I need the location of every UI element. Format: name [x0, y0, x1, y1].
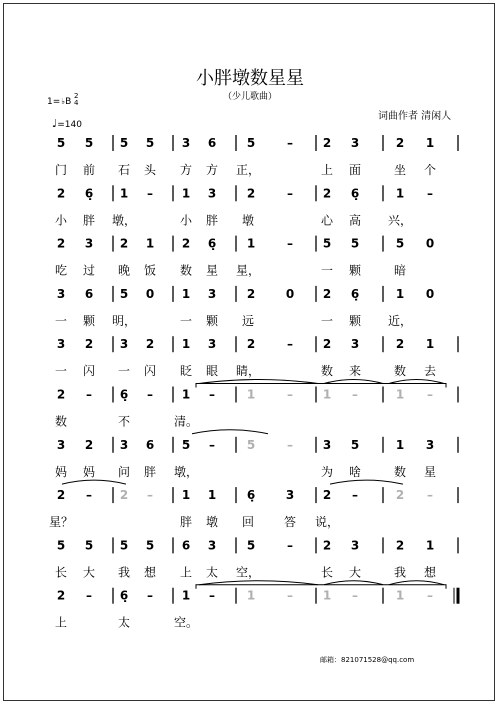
lyric-char: 不 [117, 414, 131, 429]
composer-credits: 词曲作者 清闲人 [378, 111, 452, 122]
jianpu-note: – [287, 588, 293, 603]
jianpu-note: 3 [119, 437, 129, 452]
lyric-char: 空。 [173, 615, 199, 630]
time-signature-bottom: 4 [74, 99, 79, 107]
tie-arc [62, 480, 126, 484]
jianpu-note: 2 [56, 588, 66, 603]
jianpu-note: 6̣ [350, 286, 360, 301]
lyric-char: 正， [235, 163, 261, 177]
lyric-char: 墩 [205, 515, 219, 530]
jianpu-note: 3 [350, 337, 360, 352]
jianpu-note: 6̣ [119, 387, 129, 402]
lyric-char: 答 [283, 515, 297, 530]
jianpu-note: 1 [322, 387, 332, 402]
jianpu-note: 2 [145, 337, 155, 352]
tie-arc [324, 380, 383, 384]
jianpu-note: 2 [246, 286, 256, 301]
lyric-char: 胖 [82, 213, 96, 228]
lyric-char: 一 [54, 364, 68, 379]
jianpu-note: 3 [119, 337, 129, 352]
jianpu-note: 5 [246, 437, 256, 452]
lyric-char: 数 [54, 414, 68, 429]
lyric-char: 大 [348, 565, 362, 580]
lyric-char: 妈 [82, 464, 96, 479]
lyric-char: 星？ [48, 515, 74, 530]
jianpu-note: 2 [84, 437, 94, 452]
jianpu-note: 6 [84, 286, 94, 301]
lyric-char: 颗 [348, 313, 362, 328]
lyric-char: 面 [348, 163, 362, 177]
jianpu-note: 5 [119, 286, 129, 301]
jianpu-note: 5 [181, 437, 191, 452]
lyric-char: 太 [205, 565, 219, 580]
jianpu-note: 2 [322, 136, 332, 150]
jianpu-note: – [147, 488, 153, 503]
lyric-char: 去 [423, 364, 437, 379]
jianpu-note: 0 [425, 286, 435, 301]
lyric-char: 方 [205, 163, 219, 177]
jianpu-note: 1 [395, 437, 405, 452]
jianpu-note: 1 [246, 387, 256, 402]
tie-arc [199, 581, 318, 585]
jianpu-note: – [287, 236, 293, 251]
lyric-char: 闪 [143, 364, 157, 379]
jianpu-note: 3 [56, 286, 66, 301]
lyric-char: 上 [320, 163, 334, 177]
jianpu-note: 5 [84, 538, 94, 553]
jianpu-note: 3 [350, 136, 360, 150]
jianpu-note: 5 [119, 538, 129, 553]
song-subtitle: （少儿歌曲） [222, 92, 277, 102]
jianpu-note: 1 [425, 136, 435, 150]
tie-arc [330, 480, 403, 484]
lyric-char: 星 [423, 464, 437, 479]
jianpu-note: 1 [322, 588, 332, 603]
lyric-char: 暗 [393, 263, 407, 278]
tie-arc [199, 380, 318, 384]
jianpu-note: 1 [395, 186, 405, 201]
lyric-char: 晚 [117, 263, 131, 278]
jianpu-note: 0 [285, 286, 295, 301]
lyric-char: 太 [117, 615, 131, 630]
jianpu-note: 2 [395, 136, 405, 150]
jianpu-note: 5 [350, 236, 360, 251]
lyric-char: 颗 [82, 313, 96, 328]
lyric-char: 墩 [241, 213, 255, 228]
jianpu-note: 1 [181, 588, 191, 603]
jianpu-note: 0 [145, 286, 155, 301]
jianpu-note: 2 [395, 337, 405, 352]
jianpu-note: 5 [350, 437, 360, 452]
jianpu-note: 1 [246, 236, 256, 251]
jianpu-note: 2 [56, 186, 66, 201]
lyric-char: 睛， [235, 364, 261, 379]
lyric-char: 数 [320, 364, 334, 379]
lyric-char: 墩， [173, 464, 199, 479]
lyric-char: 明， [111, 313, 137, 328]
lyric-char: 大 [82, 565, 96, 580]
tie-bracket [196, 585, 446, 589]
jianpu-note: 1 [395, 286, 405, 301]
jianpu-note: – [352, 488, 358, 503]
jianpu-note: 2 [56, 488, 66, 503]
lyric-char: 过 [82, 263, 96, 278]
lyric-char: 星， [235, 263, 261, 278]
jianpu-note: 2 [56, 236, 66, 251]
jianpu-note: – [427, 387, 433, 402]
jianpu-note: 2 [322, 488, 332, 503]
jianpu-note: 5 [56, 136, 66, 150]
jianpu-note: 2 [395, 488, 405, 503]
lyric-char: 颗 [205, 313, 219, 328]
tie-arc [192, 430, 268, 434]
jianpu-note: 6̣ [350, 186, 360, 201]
jianpu-note: 6 [207, 136, 217, 150]
jianpu-note: – [287, 136, 293, 150]
jianpu-note: 1 [181, 337, 191, 352]
jianpu-note: 5 [246, 136, 256, 150]
lyric-char: 清。 [173, 414, 199, 429]
lyric-char: 头 [143, 163, 157, 177]
lyric-char: 一 [320, 263, 334, 278]
jianpu-note: 2 [246, 337, 256, 352]
lyric-char: 想 [143, 565, 157, 580]
lyric-char: 妈 [54, 464, 68, 479]
jianpu-note: 2 [56, 387, 66, 402]
jianpu-note: – [287, 538, 293, 553]
tempo-value: =140 [57, 120, 82, 130]
lyric-char: 方 [179, 163, 193, 177]
lyric-char: 坐 [393, 163, 407, 177]
jianpu-note: 3 [350, 538, 360, 553]
jianpu-note: – [86, 387, 92, 402]
jianpu-note: 5 [145, 136, 155, 150]
jianpu-note: 1 [119, 186, 129, 201]
jianpu-note: 2 [395, 538, 405, 553]
lyric-char: 空， [235, 565, 261, 580]
lyric-char: 一 [179, 313, 193, 328]
lyric-char: 闪 [82, 364, 96, 379]
lyric-char: 星 [205, 263, 219, 278]
jianpu-note: – [287, 186, 293, 201]
jianpu-note: 3 [322, 437, 332, 452]
lyric-char: 胖 [205, 213, 219, 228]
jianpu-note: 5 [119, 136, 129, 150]
jianpu-note: 1 [425, 337, 435, 352]
lyric-char: 颗 [348, 263, 362, 278]
jianpu-note: – [352, 588, 358, 603]
song-title: 小胖墩数星星 [196, 68, 304, 89]
jianpu-note: 1 [246, 588, 256, 603]
jianpu-note: – [427, 488, 433, 503]
lyric-char: 门 [54, 163, 68, 177]
jianpu-note: 6 [181, 538, 191, 553]
jianpu-note: 6̣ [84, 186, 94, 201]
jianpu-note: – [86, 488, 92, 503]
lyric-char: 吃 [54, 263, 68, 278]
lyric-char: 高 [348, 213, 362, 228]
lyric-char: 数 [393, 464, 407, 479]
lyric-char: 一 [117, 364, 131, 379]
tie-bracket [196, 384, 446, 388]
jianpu-note: – [427, 186, 433, 201]
lyric-char: 一 [320, 313, 334, 328]
jianpu-note: 1 [395, 588, 405, 603]
lyric-char: 心 [320, 213, 334, 228]
jianpu-note: 6̣ [246, 488, 256, 503]
jianpu-note: – [147, 186, 153, 201]
jianpu-note: 5 [145, 538, 155, 553]
lyric-char: 远 [241, 313, 255, 328]
lyric-char: 石 [117, 163, 131, 177]
jianpu-note: 2 [84, 337, 94, 352]
jianpu-note: 5 [56, 538, 66, 553]
lyric-char: 说， [314, 515, 340, 530]
jianpu-note: – [147, 588, 153, 603]
jianpu-note: 2 [322, 186, 332, 201]
jianpu-note: 2 [322, 286, 332, 301]
jianpu-note: 1 [395, 387, 405, 402]
jianpu-note: 2 [119, 236, 129, 251]
jianpu-note: 1 [145, 236, 155, 251]
lyric-char: 为 [320, 464, 334, 479]
jianpu-note: 1 [425, 538, 435, 553]
lyric-char: 数 [179, 263, 193, 278]
tie-arc [389, 380, 444, 384]
jianpu-note: 3 [425, 437, 435, 452]
lyric-char: 上 [54, 615, 68, 630]
jianpu-note: – [427, 588, 433, 603]
jianpu-note: – [209, 588, 215, 603]
jianpu-note: 6̣ [119, 588, 129, 603]
jianpu-note: 3 [285, 488, 295, 503]
lyric-char: 上 [179, 565, 193, 580]
jianpu-note: 3 [207, 186, 217, 201]
lyric-char: 一 [54, 313, 68, 328]
jianpu-note: 5 [84, 136, 94, 150]
lyric-char: 眨 [179, 364, 193, 379]
key-note: B [65, 97, 72, 107]
lyric-char: 想 [423, 565, 437, 580]
tie-arc [389, 581, 444, 585]
lyric-char: 长 [54, 565, 68, 580]
lyric-char: 我 [393, 565, 407, 580]
jianpu-note: 2 [246, 186, 256, 201]
jianpu-note: 5 [322, 236, 332, 251]
lyric-char: 前 [82, 163, 96, 177]
jianpu-note: – [287, 437, 293, 452]
jianpu-note: 3 [56, 437, 66, 452]
lyric-char: 小 [179, 213, 193, 228]
time-signature-top: 2 [74, 92, 79, 100]
lyric-char: 近， [387, 313, 413, 328]
lyric-char: 小 [54, 213, 68, 228]
lyric-char: 问 [117, 464, 131, 479]
jianpu-note: 2 [181, 236, 191, 251]
lyric-char: 啥 [348, 464, 362, 479]
jianpu-note: 1 [181, 387, 191, 402]
lyric-char: 我 [117, 565, 131, 580]
jianpu-note: 3 [207, 538, 217, 553]
jianpu-note: – [287, 387, 293, 402]
lyric-char: 回 [241, 515, 255, 530]
jianpu-note: 2 [322, 538, 332, 553]
lyric-char: 眼 [205, 364, 219, 379]
jianpu-note: – [352, 387, 358, 402]
lyric-char: 墩， [111, 213, 137, 228]
jianpu-note: 3 [56, 337, 66, 352]
jianpu-note: 1 [181, 488, 191, 503]
lyric-char: 饭 [143, 263, 157, 278]
jianpu-note: 6 [145, 437, 155, 452]
jianpu-note: 3 [207, 286, 217, 301]
jianpu-note: 3 [181, 136, 191, 150]
key-prefix: 1= [47, 97, 61, 107]
lyric-char: 来 [348, 364, 362, 379]
jianpu-note: 2 [119, 488, 129, 503]
jianpu-note: – [147, 387, 153, 402]
lyric-char: 长 [320, 565, 334, 580]
jianpu-note: 1 [181, 186, 191, 201]
contact-email: 邮箱：821071528@qq.com [320, 656, 415, 664]
jianpu-note: – [86, 588, 92, 603]
jianpu-note: 0 [425, 236, 435, 251]
lyric-char: 胖 [179, 515, 193, 530]
jianpu-note: 1 [181, 286, 191, 301]
jianpu-note: – [209, 437, 215, 452]
lyric-char: 兴， [387, 213, 413, 228]
jianpu-note: – [287, 337, 293, 352]
lyric-char: 胖 [143, 464, 157, 479]
jianpu-note: 6̣ [207, 236, 217, 251]
jianpu-note: – [209, 387, 215, 402]
quarter-note-icon: ♩ [52, 117, 58, 130]
flat-sign: ♭ [61, 97, 66, 106]
lyric-char: 个 [423, 163, 437, 177]
jianpu-note: 1 [207, 488, 217, 503]
jianpu-note: 5 [246, 538, 256, 553]
lyric-char: 数 [393, 364, 407, 379]
jianpu-note: 5 [395, 236, 405, 251]
jianpu-note: 3 [207, 337, 217, 352]
jianpu-note: 2 [322, 337, 332, 352]
jianpu-note: 3 [84, 236, 94, 251]
tie-arc [324, 581, 383, 585]
